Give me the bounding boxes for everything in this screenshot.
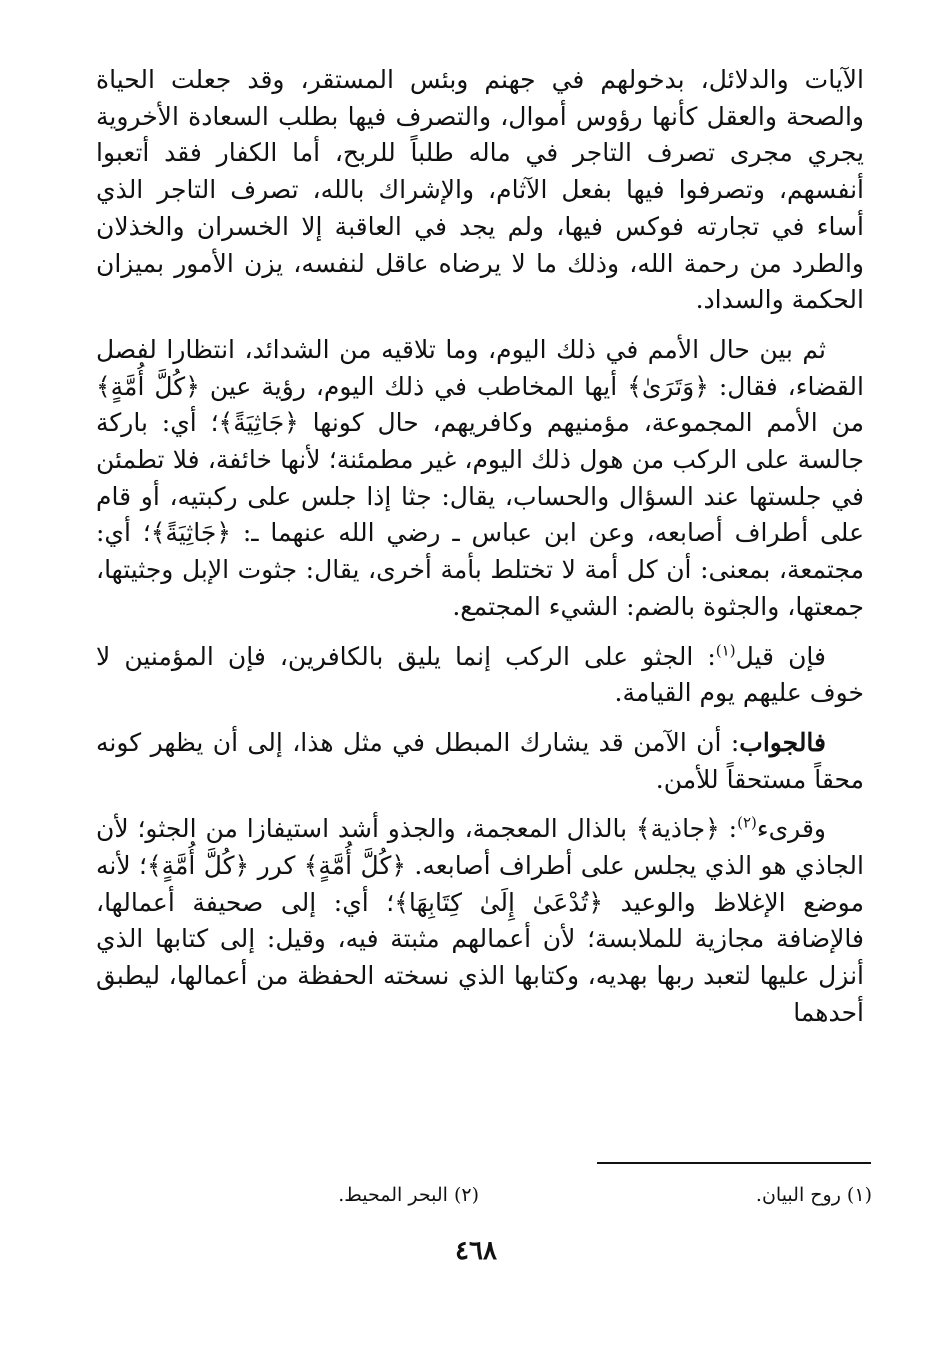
paragraph-4 bbox=[96, 725, 864, 798]
paragraph-2: ثم بين حال الأمم في ذلك اليوم، وما تلاقيه من الشدائد، انتظارا لفصل القضاء، فقال: ﴿وَتَرَىٰ﴾ أيها المخاطب في ذلك اليوم، رؤية عين ﴿كُلَّ أُمَّةٍ﴾ من الأمم المجموعة، مؤمنيهم وكافريهم، حال كونها ﴿جَاثِيَةً﴾؛ أي: باركة جالسة على الركب من هول ذلك اليوم، غير مطمئنة؛ لأنها خائفة، فلا تطمئن في جلستها عند السؤال والحساب، يقال: جثا إذا جلس على ركبتيه، أو قام على أطراف أصابعه، وعن ابن عباس ـ رضي الله عنهما ـ: ﴿جَاثِيَةً﴾؛ أي: مجتمعة، بمعنى: أن كل أمة لا تختلط بأمة أخرى، يقال: جثوت الإبل وجثيتها، جمعتها، والجثوة بالضم: الشيء المجتمع. bbox=[96, 334, 864, 621]
footnote-separator bbox=[597, 1162, 871, 1164]
paragraph-4-rest: : أن الآمن قد يشارك المبطل في مثل هذا، إلى أن يظهر كونه محقاً مستحقاً للأمن. bbox=[96, 727, 864, 794]
footnote-2: (٢) البحر المحيط. bbox=[338, 1184, 479, 1206]
paragraph-3-start: فإن قيل bbox=[735, 641, 826, 671]
answer-label: فالجواب bbox=[739, 727, 826, 757]
paragraph-5-start: وقرىء bbox=[756, 814, 826, 844]
footnote-ref-1: (١) bbox=[715, 641, 736, 660]
paragraph-3-rest: : الجثو على الركب إنما يليق بالكافرين، فإن المؤمنين لا خوف عليهم يوم القيامة. bbox=[96, 641, 864, 708]
paragraph-1: الآيات والدلائل، بدخولهم في جهنم وبئس المستقر، وقد جعلت الحياة والصحة والعقل كأنها رؤوس أموال، والتصرف فيها بطلب السعادة الأخروية يجري مجرى تصرف التاجر في ماله طلباً للربح، أما الكفار فقد أتعبوا أنفسهم، وتصرفوا فيها بفعل الآثام، والإشراك بالله، تصرف التاجر الذي أساء في تجارته فوكس فيها، ولم يجد في العاقبة إلا الخسران والخذلان والطرد من رحمة الله، وذلك ما لا يرضاه عاقل لنفسه، يزن الأمور بميزان الحكمة والسداد. bbox=[96, 65, 864, 315]
paragraph-5-rest: : ﴿جاذية﴾ بالذال المعجمة، والجذو أشد استيفازا من الجثو؛ لأن الجاذي هو الذي يجلس على أطراف أصابعه. ﴿كُلَّ أُمَّةٍ﴾ كرر ﴿كُلَّ أُمَّةٍ﴾؛ لأنه موضع الإغلاظ والوعيد ﴿تُدْعَىٰ إِلَىٰ كِتَابِهَا﴾؛ أي: إلى صحيفة أعمالها، فالإضافة مجازية للملابسة؛ لأن أعمالهم مثبتة فيه، وقيل: إلى كتابها الذي أنزل عليها لتعبد ربها بهديه، وكتابها الذي نسخته الحفظة من أعمالها، ليطبق أحدهما bbox=[96, 814, 864, 1027]
main-text bbox=[96, 62, 864, 1045]
footnote-ref-2: (٢) bbox=[737, 814, 757, 833]
paragraph-5 bbox=[96, 811, 864, 1031]
footnote-1: (١) روح البيان. bbox=[755, 1184, 872, 1206]
page-number: ٤٦٨ bbox=[455, 1236, 497, 1266]
paragraph-3 bbox=[96, 639, 864, 712]
